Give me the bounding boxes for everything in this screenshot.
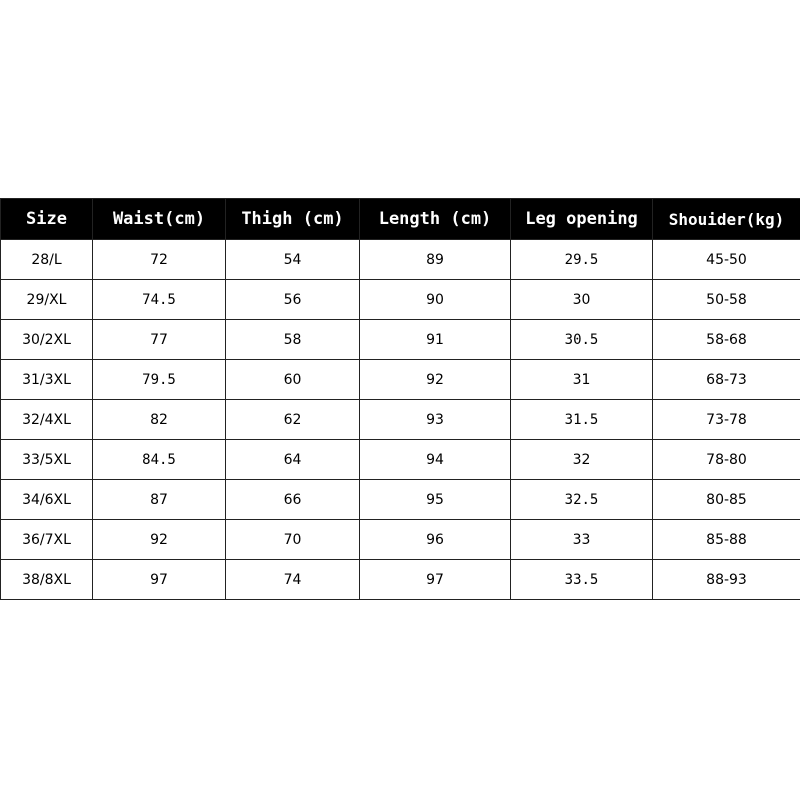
cell-length: 93 bbox=[360, 400, 511, 440]
table-row bbox=[1, 440, 800, 480]
cell-thigh: 62 bbox=[226, 400, 360, 440]
cell-length: 90 bbox=[360, 280, 511, 320]
cell-shoulder: 73-78 bbox=[653, 400, 800, 440]
cell-size: 34/6XL bbox=[1, 480, 93, 520]
cell-leg-opening: 33.5 bbox=[511, 560, 653, 600]
cell-shoulder: 50-58 bbox=[653, 280, 800, 320]
cell-length: 95 bbox=[360, 480, 511, 520]
cell-waist: 97 bbox=[93, 560, 226, 600]
cell-thigh: 56 bbox=[226, 280, 360, 320]
cell-length: 91 bbox=[360, 320, 511, 360]
cell-leg-opening: 32 bbox=[511, 440, 653, 480]
cell-waist: 77 bbox=[93, 320, 226, 360]
cell-thigh: 74 bbox=[226, 560, 360, 600]
cell-leg-opening: 30 bbox=[511, 280, 653, 320]
cell-shoulder: 88-93 bbox=[653, 560, 800, 600]
cell-leg-opening: 31 bbox=[511, 360, 653, 400]
header-shoulder: Shouider(kg) bbox=[653, 199, 800, 240]
table-row bbox=[1, 280, 800, 320]
cell-waist: 84.5 bbox=[93, 440, 226, 480]
cell-shoulder: 78-80 bbox=[653, 440, 800, 480]
cell-length: 92 bbox=[360, 360, 511, 400]
table-row bbox=[1, 400, 800, 440]
cell-size: 30/2XL bbox=[1, 320, 93, 360]
table-row bbox=[1, 240, 800, 280]
cell-length: 94 bbox=[360, 440, 511, 480]
cell-leg-opening: 33 bbox=[511, 520, 653, 560]
table-row bbox=[1, 480, 800, 520]
cell-thigh: 54 bbox=[226, 240, 360, 280]
cell-waist: 72 bbox=[93, 240, 226, 280]
cell-waist: 82 bbox=[93, 400, 226, 440]
cell-shoulder: 45-50 bbox=[653, 240, 800, 280]
cell-length: 97 bbox=[360, 560, 511, 600]
cell-leg-opening: 29.5 bbox=[511, 240, 653, 280]
cell-shoulder: 85-88 bbox=[653, 520, 800, 560]
cell-size: 38/8XL bbox=[1, 560, 93, 600]
cell-length: 96 bbox=[360, 520, 511, 560]
cell-leg-opening: 31.5 bbox=[511, 400, 653, 440]
cell-waist: 92 bbox=[93, 520, 226, 560]
cell-size: 31/3XL bbox=[1, 360, 93, 400]
header-leg-opening: Leg opening bbox=[511, 199, 653, 240]
cell-thigh: 70 bbox=[226, 520, 360, 560]
cell-shoulder: 68-73 bbox=[653, 360, 800, 400]
cell-thigh: 58 bbox=[226, 320, 360, 360]
cell-thigh: 60 bbox=[226, 360, 360, 400]
cell-size: 33/5XL bbox=[1, 440, 93, 480]
cell-thigh: 64 bbox=[226, 440, 360, 480]
cell-waist: 74.5 bbox=[93, 280, 226, 320]
header-length: Length (cm) bbox=[360, 199, 511, 240]
cell-leg-opening: 32.5 bbox=[511, 480, 653, 520]
cell-size: 32/4XL bbox=[1, 400, 93, 440]
header-row bbox=[1, 199, 800, 240]
header-waist: Waist(cm) bbox=[93, 199, 226, 240]
header-thigh: Thigh (cm) bbox=[226, 199, 360, 240]
table-row bbox=[1, 360, 800, 400]
table-row bbox=[1, 520, 800, 560]
cell-size: 36/7XL bbox=[1, 520, 93, 560]
size-chart-table bbox=[0, 198, 800, 600]
cell-leg-opening: 30.5 bbox=[511, 320, 653, 360]
table-row bbox=[1, 560, 800, 600]
table-row bbox=[1, 320, 800, 360]
cell-shoulder: 80-85 bbox=[653, 480, 800, 520]
cell-waist: 79.5 bbox=[93, 360, 226, 400]
cell-size: 29/XL bbox=[1, 280, 93, 320]
cell-size: 28/L bbox=[1, 240, 93, 280]
cell-waist: 87 bbox=[93, 480, 226, 520]
cell-length: 89 bbox=[360, 240, 511, 280]
cell-shoulder: 58-68 bbox=[653, 320, 800, 360]
cell-thigh: 66 bbox=[226, 480, 360, 520]
header-size: Size bbox=[1, 199, 93, 240]
